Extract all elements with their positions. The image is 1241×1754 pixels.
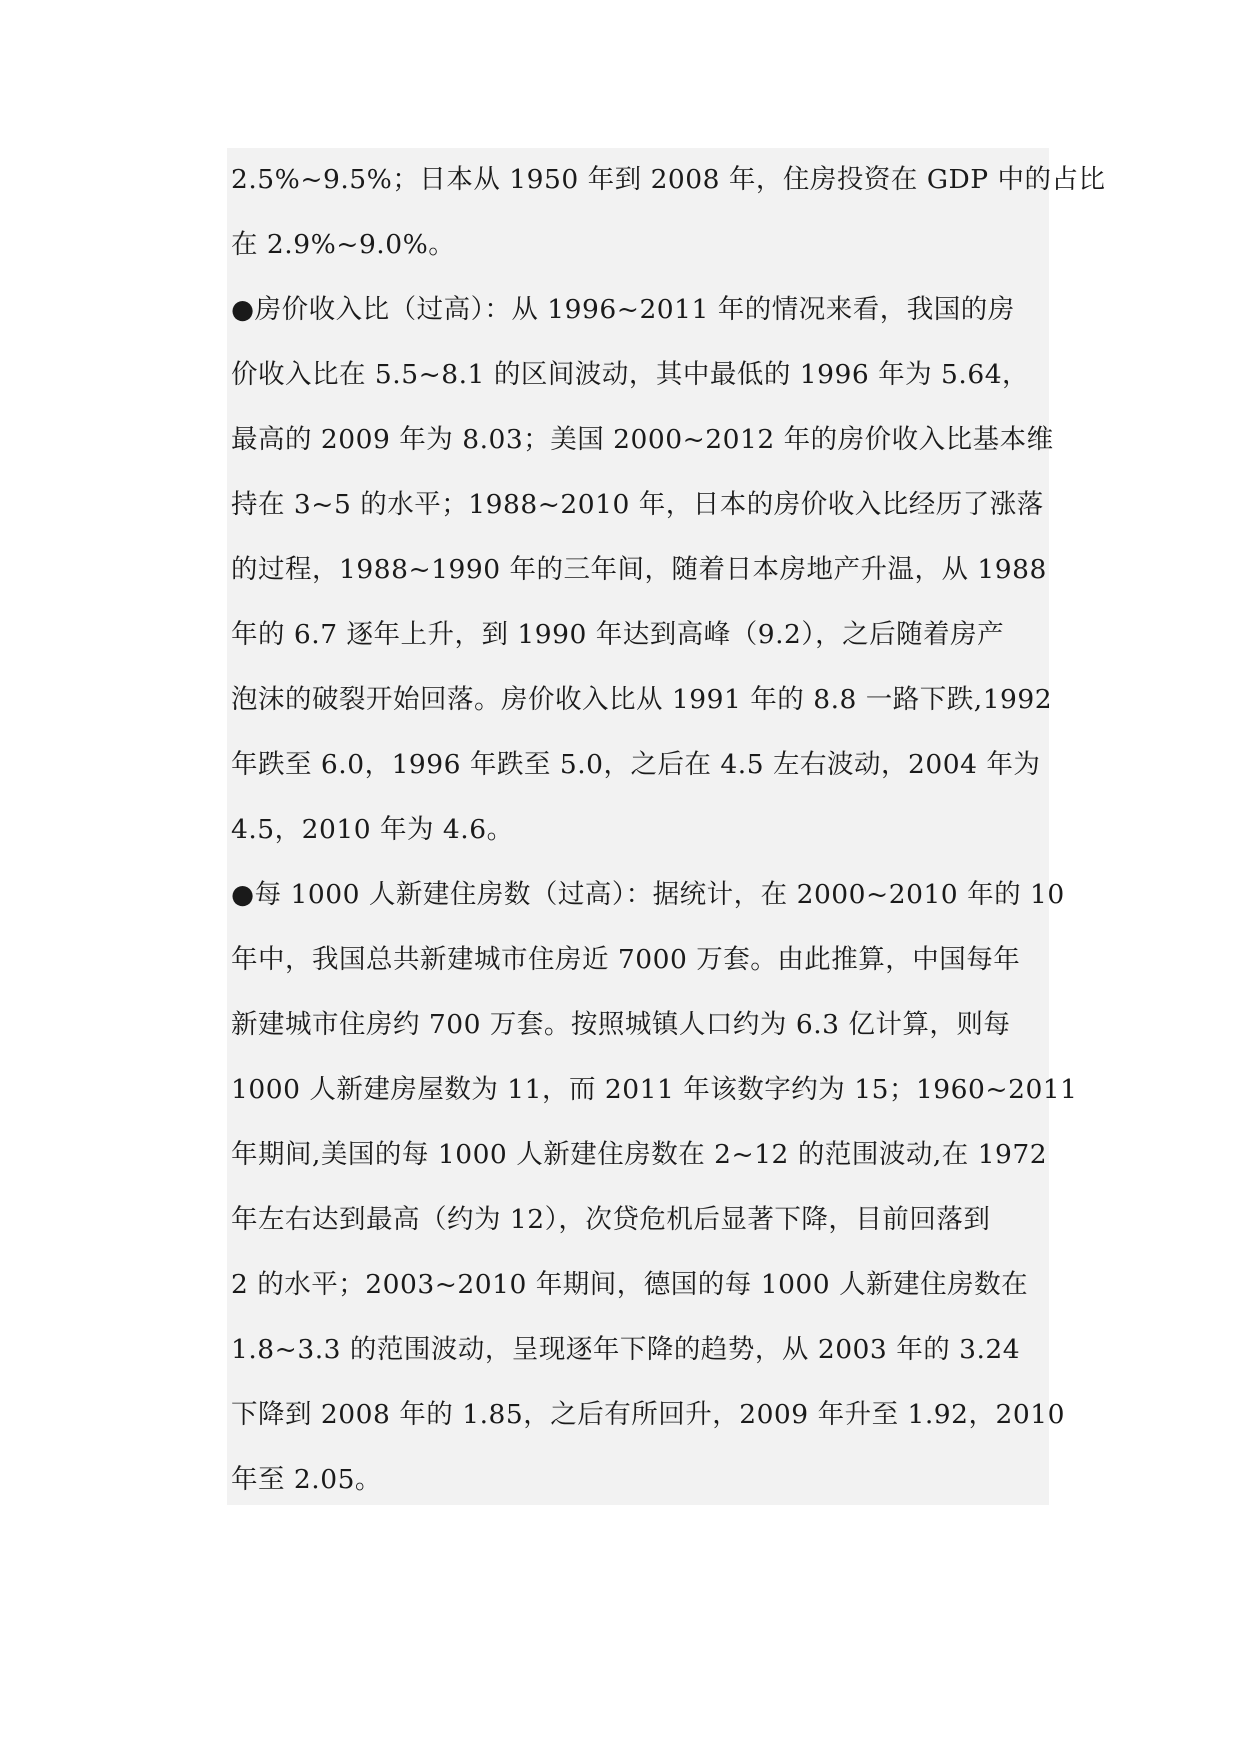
- text-line: 1000 人新建房屋数为 11，而 2011 年该数字约为 15；1960~2011: [231, 1074, 1078, 1105]
- text-line: 价收入比在 5.5~8.1 的区间波动，其中最低的 1996 年为 5.64，: [231, 359, 1030, 390]
- text-line: 2.5%~9.5%；日本从 1950 年到 2008 年，住房投资在 GDP 中的占比: [231, 164, 1106, 195]
- text-line: 年跌至 6.0，1996 年跌至 5.0，之后在 4.5 左右波动，2004 年为: [231, 749, 1041, 780]
- text-line: 年左右达到最高（约为 12），次贷危机后显著下降，目前回落到: [231, 1204, 991, 1235]
- text-line: 4.5，2010 年为 4.6。: [231, 814, 514, 845]
- text-line: ●房价收入比（过高）：从 1996~2011 年的情况来看，我国的房: [231, 294, 1015, 325]
- text-line: 最高的 2009 年为 8.03；美国 2000~2012 年的房价收入比基本维: [231, 424, 1054, 455]
- text-line: 年至 2.05。: [231, 1464, 382, 1495]
- text-line: 1.8~3.3 的范围波动，呈现逐年下降的趋势，从 2003 年的 3.24: [231, 1334, 1021, 1365]
- text-line: 年中，我国总共新建城市住房近 7000 万套。由此推算，中国每年: [231, 944, 1021, 975]
- text-line: 下降到 2008 年的 1.85，之后有所回升，2009 年升至 1.92，2010: [231, 1399, 1065, 1430]
- document-text-block: [227, 148, 1106, 1505]
- text-line: 年期间,美国的每 1000 人新建住房数在 2~12 的范围波动,在 1972: [231, 1139, 1048, 1170]
- text-line: 新建城市住房约 700 万套。按照城镇人口约为 6.3 亿计算，则每: [231, 1009, 1011, 1040]
- text-line: 2 的水平；2003~2010 年期间，德国的每 1000 人新建住房数在: [231, 1269, 1029, 1300]
- text-line: 泡沫的破裂开始回落。房价收入比从 1991 年的 8.8 一路下跌,1992: [231, 684, 1053, 715]
- text-line: 年的 6.7 逐年上升，到 1990 年达到高峰（9.2），之后随着房产: [231, 619, 1005, 650]
- text-line: ●每 1000 人新建住房数（过高）：据统计，在 2000~2010 年的 10: [231, 879, 1065, 910]
- text-line: 持在 3~5 的水平；1988~2010 年，日本的房价收入比经历了涨落: [231, 489, 1044, 520]
- text-line: 在 2.9%~9.0%。: [231, 229, 456, 260]
- text-line: 的过程，1988~1990 年的三年间，随着日本房地产升温，从 1988: [231, 554, 1047, 585]
